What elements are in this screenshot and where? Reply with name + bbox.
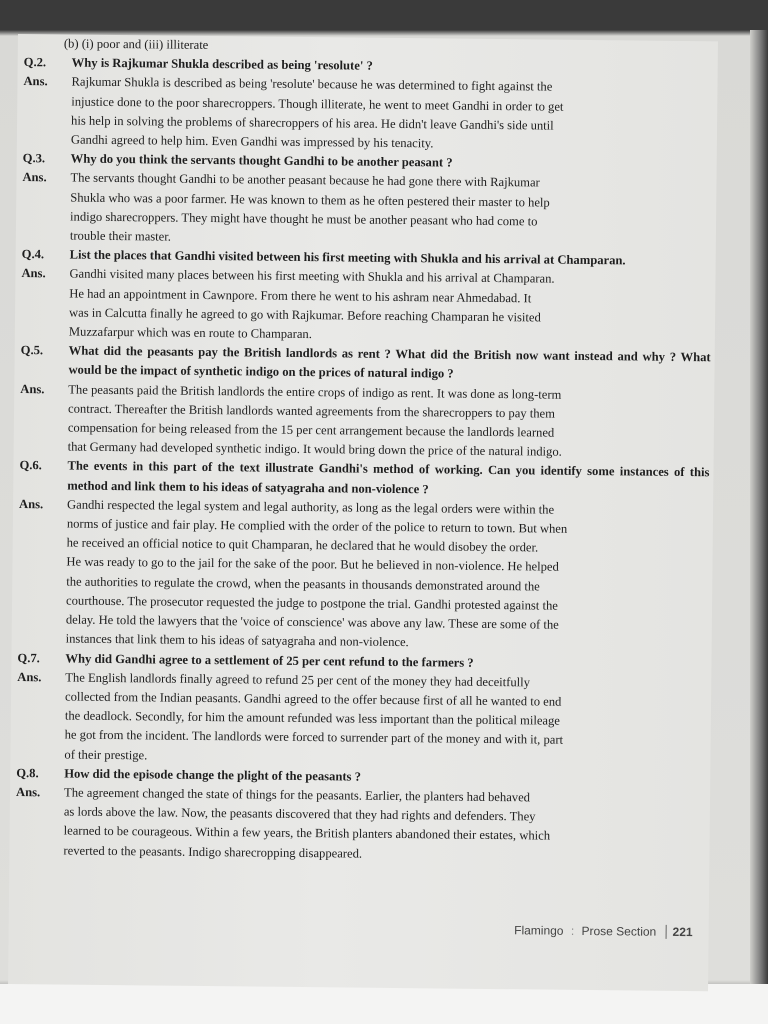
answer-row <box>21 264 712 348</box>
answer-label: Ans. <box>22 170 47 185</box>
question-label: Q.8. <box>16 765 39 780</box>
answer-line: the deadlock. Secondly, for him the amount refunded was less important than the political mileage <box>64 708 561 728</box>
section-name: Prose Section <box>581 923 657 939</box>
answer-text <box>71 73 714 157</box>
answer-line: collected from the Indian peasants. Gandhi agreed to the offer because first of all he wanted to end <box>64 689 562 709</box>
answer-line: that Germany had developed synthetic indigo. It would bring down the price of the natural indigo. <box>67 439 562 459</box>
answer-line: He had an appointment in Cawnpore. From there he went to his ashram near Ahmedabad. It <box>69 286 532 306</box>
page-number: 221 <box>666 925 693 939</box>
question-text: Why did Gandhi agree to a settlement of 25 per cent refund to the farmers ? <box>65 651 474 670</box>
answer-line: his help in solving the problems of sharecroppers of his area. He didn't leave Gandhi's side until <box>71 113 554 133</box>
binder-edge <box>750 30 768 990</box>
question-label: Q.2. <box>23 55 47 70</box>
answer-line: The agreement changed the state of things for the peasants. Earlier, the planters had behaved <box>63 785 531 805</box>
answer-line: learned to be courageous. Within a few years, the British planters abandoned their estates, which <box>63 823 551 843</box>
answer-line: The servants thought Gandhi to be another peasant because he had gone there with Rajkumar <box>70 170 540 190</box>
answer-label: Ans. <box>15 784 41 800</box>
answer-line: he received an official notice to quit Champaran, he declared that he would disobey the order. <box>66 535 539 555</box>
answer-line: Gandhi respected the legal system and legal authority, as long as the legal orders were within the <box>67 497 555 517</box>
answer-text <box>63 783 706 867</box>
answer-line: compensation for being released from the 15 per cent arrangement because the landlords learned <box>67 420 555 440</box>
answer-line: contract. Thereafter the British landlords wanted agreements from the sharecroppers to pay them <box>68 401 556 421</box>
answer-label: Ans. <box>17 669 42 684</box>
question-label: Q.6. <box>19 458 42 473</box>
answer-label: Ans. <box>23 74 48 89</box>
question-text: Why do you think the servants thought Gandhi to be another peasant ? <box>70 151 453 170</box>
top-partial-line: (b) (i) poor and (iii) illiterate <box>63 36 209 52</box>
answer-line: instances that link them to his ideas of satyagraha and non-violence. <box>65 631 409 650</box>
question-label: Q.3. <box>22 151 46 166</box>
answer-line: reverted to the peasants. Indigo sharecropping disappeared. <box>63 843 363 861</box>
answer-line: Rajkumar Shukla is described as being 'resolute' because he was determined to fight against the <box>71 74 553 95</box>
answer-row <box>18 495 710 656</box>
answer-line: The English landlords finally agreed to refund 25 per cent of the money they had deceitfully <box>65 670 531 690</box>
answer-text <box>70 169 713 253</box>
answer-label: Ans. <box>21 266 46 281</box>
answer-row <box>16 668 707 771</box>
answer-line: He was ready to go to the jail for the sake of the poor. But he believed in non-violence. He helped <box>66 555 559 575</box>
answer-line: norms of justice and fair play. He complied with the order of the police to return to town. But when <box>66 516 568 536</box>
answer-line: trouble their master. <box>69 228 172 244</box>
question-label: Q.7. <box>17 650 40 665</box>
textbook-page <box>8 34 718 991</box>
answer-row <box>22 168 713 252</box>
qa-list <box>15 53 713 867</box>
question-text: How did the episode change the plight of the peasants ? <box>64 766 362 784</box>
question-text: List the places that Gandhi visited between his first meeting with Shukla and his arrival at Champaran. <box>69 247 626 268</box>
answer-text <box>68 380 711 464</box>
answer-line: delay. He told the lawyers that the 'voice of conscience' was above any law. These are some of the <box>65 612 559 632</box>
question-label: Q.5. <box>20 343 44 358</box>
answer-row <box>23 72 714 156</box>
answer-row <box>15 783 706 867</box>
answer-row <box>20 380 711 464</box>
answer-line: indigo sharecroppers. They might have thought he must be another peasant who had come to <box>70 209 538 229</box>
answer-line: was in Calcutta finally he agreed to go with Rajkumar. Before reaching Champaran he visited <box>69 305 541 325</box>
answer-text <box>64 668 707 771</box>
answer-line: of their prestige. <box>64 747 148 762</box>
answer-line: as lords above the law. Now, the peasants discovered that they had rights and defenders. They <box>63 804 536 824</box>
answer-line: the authorities to regulate the crowd, when the peasants in thousands demonstrated around the <box>66 574 540 594</box>
page-content <box>15 34 714 867</box>
question-text: What did the peasants pay the British landlords as rent ? What did the British now want instead and why ? What would be the impact of synthetic indigo on the prices of natural indigo ? <box>68 343 711 382</box>
answer-text <box>66 495 710 655</box>
page-footer <box>514 923 693 939</box>
book-title: Flamingo <box>514 923 564 938</box>
question-text: Why is Rajkumar Shukla described as being 'resolute' ? <box>71 55 373 73</box>
answer-line: injustice done to the poor sharecroppers. Though illiterate, he went to meet Gandhi in order to get <box>71 94 564 114</box>
answer-line: Shukla who was a poor farmer. He was known to them as he often pestered their master to help <box>70 190 550 210</box>
answer-line: he got from the incident. The landlords were forced to surrender part of the money and with it, part <box>64 727 564 748</box>
question-label: Q.4. <box>21 247 45 262</box>
answer-line: Gandhi agreed to help him. Even Gandhi was impressed by his tenacity. <box>70 132 434 151</box>
answer-line: The peasants paid the British landlords the entire crops of indigo as rent. It was done as long-term <box>68 382 562 402</box>
answer-line: courthouse. The prosecutor requested the judge to postpone the trial. Gandhi protested against the <box>65 593 558 613</box>
answer-label: Ans. <box>19 496 44 512</box>
answer-line: Gandhi visited many places between his first meeting with Shukla and his arrival at Champaran. <box>69 266 555 287</box>
footer-separator: : <box>570 923 575 938</box>
answer-text <box>69 265 712 349</box>
answer-label: Ans. <box>20 381 45 396</box>
answer-line: Muzzafarpur which was en route to Champaran. <box>68 324 312 342</box>
question-text: The events in this part of the text illustrate Gandhi's method of working. Can you identify some instances of this method and link them to his ideas of satyagraha and non-violence ? <box>67 459 710 496</box>
